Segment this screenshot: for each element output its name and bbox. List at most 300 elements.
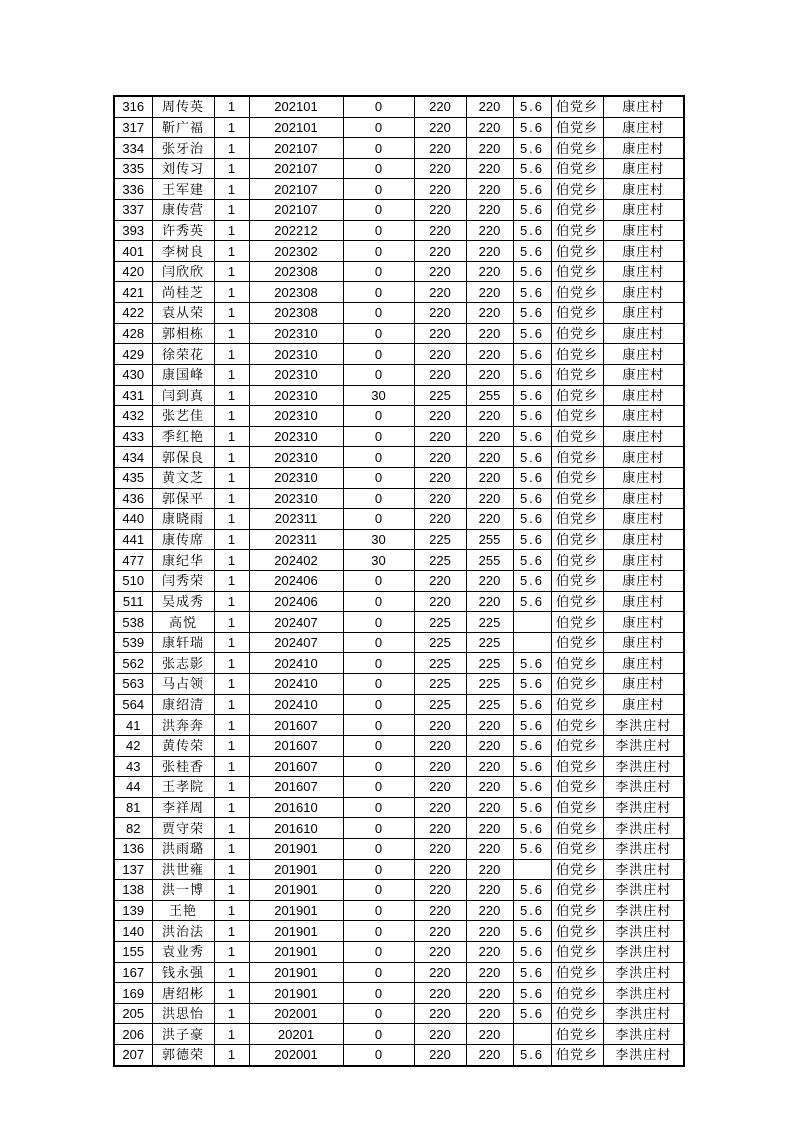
total-amount-cell: 220 (466, 591, 513, 612)
person-count-cell: 1 (214, 612, 249, 633)
person-count-cell: 1 (214, 941, 249, 962)
base-amount-cell: 220 (414, 282, 466, 303)
township-cell: 伯党乡 (551, 200, 603, 221)
start-month-cell: 202212 (249, 220, 343, 241)
base-amount-cell: 220 (414, 323, 466, 344)
adjustment-cell: 0 (343, 838, 414, 859)
rate-cell: 5.6 (513, 591, 551, 612)
start-month-cell: 202001 (249, 1045, 343, 1066)
name-cell: 郭相栋 (152, 323, 214, 344)
township-cell: 伯党乡 (551, 818, 603, 839)
start-month-cell: 201901 (249, 983, 343, 1004)
serial-number-cell: 432 (114, 406, 152, 427)
table-row (114, 880, 684, 901)
total-amount-cell: 225 (466, 632, 513, 653)
base-amount-cell: 220 (414, 447, 466, 468)
village-cell: 康庄村 (603, 426, 684, 447)
name-cell: 靳广福 (152, 117, 214, 138)
start-month-cell: 202407 (249, 632, 343, 653)
table-row (114, 674, 684, 695)
base-amount-cell: 220 (414, 571, 466, 592)
total-amount-cell: 220 (466, 571, 513, 592)
total-amount-cell: 225 (466, 674, 513, 695)
person-count-cell: 1 (214, 880, 249, 901)
person-count-cell: 1 (214, 550, 249, 571)
adjustment-cell: 0 (343, 488, 414, 509)
township-cell: 伯党乡 (551, 880, 603, 901)
table-row (114, 983, 684, 1004)
village-cell: 李洪庄村 (603, 735, 684, 756)
base-amount-cell: 220 (414, 509, 466, 530)
rate-cell: 5.6 (513, 880, 551, 901)
village-cell: 康庄村 (603, 241, 684, 262)
township-cell: 伯党乡 (551, 117, 603, 138)
person-count-cell: 1 (214, 921, 249, 942)
adjustment-cell: 0 (343, 818, 414, 839)
serial-number-cell: 429 (114, 344, 152, 365)
total-amount-cell: 255 (466, 550, 513, 571)
adjustment-cell: 30 (343, 529, 414, 550)
adjustment-cell: 0 (343, 117, 414, 138)
village-cell: 康庄村 (603, 96, 684, 117)
township-cell: 伯党乡 (551, 467, 603, 488)
township-cell: 伯党乡 (551, 447, 603, 468)
village-cell: 康庄村 (603, 323, 684, 344)
total-amount-cell: 220 (466, 303, 513, 324)
base-amount-cell: 220 (414, 1045, 466, 1066)
rate-cell: 5.6 (513, 777, 551, 798)
adjustment-cell: 0 (343, 158, 414, 179)
start-month-cell: 201901 (249, 962, 343, 983)
serial-number-cell: 421 (114, 282, 152, 303)
adjustment-cell: 0 (343, 612, 414, 633)
township-cell: 伯党乡 (551, 983, 603, 1004)
total-amount-cell: 220 (466, 1024, 513, 1045)
person-count-cell: 1 (214, 261, 249, 282)
adjustment-cell: 0 (343, 653, 414, 674)
serial-number-cell: 207 (114, 1045, 152, 1066)
base-amount-cell: 220 (414, 364, 466, 385)
total-amount-cell: 220 (466, 509, 513, 530)
name-cell: 康传营 (152, 200, 214, 221)
person-count-cell: 1 (214, 735, 249, 756)
base-amount-cell: 220 (414, 241, 466, 262)
adjustment-cell: 0 (343, 344, 414, 365)
rate-cell: 5.6 (513, 488, 551, 509)
name-cell: 马占领 (152, 674, 214, 695)
person-count-cell: 1 (214, 426, 249, 447)
total-amount-cell: 220 (466, 241, 513, 262)
start-month-cell: 201610 (249, 797, 343, 818)
start-month-cell: 202410 (249, 653, 343, 674)
village-cell: 康庄村 (603, 632, 684, 653)
adjustment-cell: 0 (343, 797, 414, 818)
total-amount-cell: 220 (466, 880, 513, 901)
base-amount-cell: 220 (414, 962, 466, 983)
rate-cell (513, 632, 551, 653)
rate-cell: 5.6 (513, 200, 551, 221)
township-cell: 伯党乡 (551, 591, 603, 612)
adjustment-cell: 0 (343, 509, 414, 530)
rate-cell: 5.6 (513, 303, 551, 324)
township-cell: 伯党乡 (551, 550, 603, 571)
subsidy-payment-table (113, 95, 685, 1067)
total-amount-cell: 220 (466, 282, 513, 303)
name-cell: 黄文芝 (152, 467, 214, 488)
table-row (114, 550, 684, 571)
adjustment-cell: 0 (343, 241, 414, 262)
total-amount-cell: 220 (466, 179, 513, 200)
rate-cell: 5.6 (513, 241, 551, 262)
table-row (114, 179, 684, 200)
table-row (114, 571, 684, 592)
serial-number-cell: 477 (114, 550, 152, 571)
rate-cell: 5.6 (513, 323, 551, 344)
township-cell: 伯党乡 (551, 612, 603, 633)
total-amount-cell: 220 (466, 426, 513, 447)
table-row (114, 426, 684, 447)
person-count-cell: 1 (214, 653, 249, 674)
base-amount-cell: 220 (414, 859, 466, 880)
serial-number-cell: 206 (114, 1024, 152, 1045)
name-cell: 李祥周 (152, 797, 214, 818)
village-cell: 康庄村 (603, 571, 684, 592)
name-cell: 王孝院 (152, 777, 214, 798)
table-row (114, 529, 684, 550)
serial-number-cell: 316 (114, 96, 152, 117)
start-month-cell: 202308 (249, 303, 343, 324)
rate-cell: 5.6 (513, 921, 551, 942)
village-cell: 康庄村 (603, 406, 684, 427)
start-month-cell: 202107 (249, 158, 343, 179)
village-cell: 康庄村 (603, 261, 684, 282)
name-cell: 袁业秀 (152, 941, 214, 962)
start-month-cell: 202406 (249, 591, 343, 612)
serial-number-cell: 564 (114, 694, 152, 715)
start-month-cell: 202310 (249, 385, 343, 406)
rate-cell: 5.6 (513, 550, 551, 571)
total-amount-cell: 220 (466, 406, 513, 427)
start-month-cell: 202310 (249, 426, 343, 447)
rate-cell: 5.6 (513, 962, 551, 983)
township-cell: 伯党乡 (551, 241, 603, 262)
total-amount-cell: 220 (466, 777, 513, 798)
person-count-cell: 1 (214, 220, 249, 241)
name-cell: 张志影 (152, 653, 214, 674)
table-row (114, 715, 684, 736)
start-month-cell: 202308 (249, 261, 343, 282)
adjustment-cell: 0 (343, 261, 414, 282)
name-cell: 郭德荣 (152, 1045, 214, 1066)
person-count-cell: 1 (214, 509, 249, 530)
person-count-cell: 1 (214, 385, 249, 406)
rate-cell: 5.6 (513, 385, 551, 406)
total-amount-cell: 220 (466, 447, 513, 468)
name-cell: 王军建 (152, 179, 214, 200)
village-cell: 李洪庄村 (603, 962, 684, 983)
serial-number-cell: 420 (114, 261, 152, 282)
township-cell: 伯党乡 (551, 962, 603, 983)
start-month-cell: 202410 (249, 674, 343, 695)
start-month-cell: 202407 (249, 612, 343, 633)
base-amount-cell: 225 (414, 550, 466, 571)
person-count-cell: 1 (214, 1045, 249, 1066)
total-amount-cell: 220 (466, 220, 513, 241)
name-cell: 徐荣花 (152, 344, 214, 365)
adjustment-cell: 0 (343, 632, 414, 653)
person-count-cell: 1 (214, 674, 249, 695)
person-count-cell: 1 (214, 632, 249, 653)
village-cell: 康庄村 (603, 674, 684, 695)
name-cell: 康轩瑞 (152, 632, 214, 653)
village-cell: 李洪庄村 (603, 941, 684, 962)
base-amount-cell: 220 (414, 158, 466, 179)
person-count-cell: 1 (214, 962, 249, 983)
table-row (114, 797, 684, 818)
township-cell: 伯党乡 (551, 777, 603, 798)
serial-number-cell: 401 (114, 241, 152, 262)
adjustment-cell: 0 (343, 1024, 414, 1045)
name-cell: 季红艳 (152, 426, 214, 447)
rate-cell: 5.6 (513, 96, 551, 117)
person-count-cell: 1 (214, 344, 249, 365)
adjustment-cell: 30 (343, 550, 414, 571)
name-cell: 刘传习 (152, 158, 214, 179)
start-month-cell: 20201 (249, 1024, 343, 1045)
base-amount-cell: 220 (414, 406, 466, 427)
rate-cell: 5.6 (513, 158, 551, 179)
name-cell: 洪奔奔 (152, 715, 214, 736)
township-cell: 伯党乡 (551, 529, 603, 550)
serial-number-cell: 335 (114, 158, 152, 179)
table-row (114, 323, 684, 344)
base-amount-cell: 220 (414, 735, 466, 756)
name-cell: 洪思怡 (152, 1003, 214, 1024)
rate-cell: 5.6 (513, 694, 551, 715)
adjustment-cell: 0 (343, 983, 414, 1004)
person-count-cell: 1 (214, 777, 249, 798)
total-amount-cell: 225 (466, 653, 513, 674)
adjustment-cell: 0 (343, 859, 414, 880)
start-month-cell: 201901 (249, 900, 343, 921)
serial-number-cell: 511 (114, 591, 152, 612)
adjustment-cell: 0 (343, 735, 414, 756)
start-month-cell: 202107 (249, 179, 343, 200)
serial-number-cell: 167 (114, 962, 152, 983)
adjustment-cell: 0 (343, 694, 414, 715)
total-amount-cell: 220 (466, 962, 513, 983)
start-month-cell: 202101 (249, 96, 343, 117)
rate-cell: 5.6 (513, 426, 551, 447)
total-amount-cell: 220 (466, 1003, 513, 1024)
rate-cell: 5.6 (513, 838, 551, 859)
person-count-cell: 1 (214, 364, 249, 385)
person-count-cell: 1 (214, 282, 249, 303)
table-row (114, 1003, 684, 1024)
serial-number-cell: 562 (114, 653, 152, 674)
serial-number-cell: 436 (114, 488, 152, 509)
township-cell: 伯党乡 (551, 1003, 603, 1024)
rate-cell: 5.6 (513, 941, 551, 962)
base-amount-cell: 220 (414, 777, 466, 798)
person-count-cell: 1 (214, 983, 249, 1004)
adjustment-cell: 0 (343, 571, 414, 592)
table-row (114, 859, 684, 880)
total-amount-cell: 220 (466, 96, 513, 117)
start-month-cell: 202406 (249, 571, 343, 592)
serial-number-cell: 337 (114, 200, 152, 221)
village-cell: 康庄村 (603, 344, 684, 365)
rate-cell (513, 612, 551, 633)
serial-number-cell: 539 (114, 632, 152, 653)
township-cell: 伯党乡 (551, 138, 603, 159)
person-count-cell: 1 (214, 138, 249, 159)
adjustment-cell: 0 (343, 179, 414, 200)
township-cell: 伯党乡 (551, 756, 603, 777)
total-amount-cell: 220 (466, 983, 513, 1004)
rate-cell: 5.6 (513, 571, 551, 592)
rate-cell: 5.6 (513, 797, 551, 818)
rate-cell: 5.6 (513, 220, 551, 241)
name-cell: 高悦 (152, 612, 214, 633)
village-cell: 康庄村 (603, 303, 684, 324)
rate-cell: 5.6 (513, 818, 551, 839)
start-month-cell: 202302 (249, 241, 343, 262)
adjustment-cell: 0 (343, 941, 414, 962)
village-cell: 康庄村 (603, 158, 684, 179)
person-count-cell: 1 (214, 591, 249, 612)
village-cell: 李洪庄村 (603, 900, 684, 921)
total-amount-cell: 220 (466, 735, 513, 756)
township-cell: 伯党乡 (551, 364, 603, 385)
village-cell: 康庄村 (603, 200, 684, 221)
table-row (114, 447, 684, 468)
township-cell: 伯党乡 (551, 735, 603, 756)
name-cell: 康纪华 (152, 550, 214, 571)
person-count-cell: 1 (214, 571, 249, 592)
village-cell: 李洪庄村 (603, 715, 684, 736)
total-amount-cell: 220 (466, 364, 513, 385)
total-amount-cell: 220 (466, 467, 513, 488)
total-amount-cell: 220 (466, 921, 513, 942)
rate-cell: 5.6 (513, 509, 551, 530)
person-count-cell: 1 (214, 117, 249, 138)
village-cell: 李洪庄村 (603, 777, 684, 798)
village-cell: 康庄村 (603, 138, 684, 159)
township-cell: 伯党乡 (551, 385, 603, 406)
table-row (114, 241, 684, 262)
total-amount-cell: 225 (466, 612, 513, 633)
total-amount-cell: 255 (466, 385, 513, 406)
name-cell: 尚桂芝 (152, 282, 214, 303)
person-count-cell: 1 (214, 406, 249, 427)
name-cell: 闫欣欣 (152, 261, 214, 282)
person-count-cell: 1 (214, 900, 249, 921)
adjustment-cell: 0 (343, 1045, 414, 1066)
table-row (114, 777, 684, 798)
township-cell: 伯党乡 (551, 632, 603, 653)
table-row (114, 591, 684, 612)
base-amount-cell: 220 (414, 200, 466, 221)
village-cell: 李洪庄村 (603, 880, 684, 901)
serial-number-cell: 430 (114, 364, 152, 385)
township-cell: 伯党乡 (551, 859, 603, 880)
township-cell: 伯党乡 (551, 96, 603, 117)
serial-number-cell: 82 (114, 818, 152, 839)
base-amount-cell: 220 (414, 756, 466, 777)
table-row (114, 488, 684, 509)
base-amount-cell: 220 (414, 921, 466, 942)
rate-cell: 5.6 (513, 653, 551, 674)
rate-cell: 5.6 (513, 447, 551, 468)
start-month-cell: 202310 (249, 344, 343, 365)
adjustment-cell: 0 (343, 282, 414, 303)
serial-number-cell: 41 (114, 715, 152, 736)
rate-cell: 5.6 (513, 900, 551, 921)
name-cell: 洪世雍 (152, 859, 214, 880)
serial-number-cell: 435 (114, 467, 152, 488)
adjustment-cell: 0 (343, 777, 414, 798)
rate-cell: 5.6 (513, 364, 551, 385)
serial-number-cell: 205 (114, 1003, 152, 1024)
adjustment-cell: 0 (343, 591, 414, 612)
person-count-cell: 1 (214, 818, 249, 839)
township-cell: 伯党乡 (551, 674, 603, 695)
township-cell: 伯党乡 (551, 921, 603, 942)
township-cell: 伯党乡 (551, 715, 603, 736)
township-cell: 伯党乡 (551, 1024, 603, 1045)
township-cell: 伯党乡 (551, 303, 603, 324)
rate-cell: 5.6 (513, 715, 551, 736)
total-amount-cell: 220 (466, 797, 513, 818)
total-amount-cell: 220 (466, 900, 513, 921)
name-cell: 张艺佳 (152, 406, 214, 427)
rate-cell: 5.6 (513, 529, 551, 550)
table-row (114, 158, 684, 179)
name-cell: 黄传荣 (152, 735, 214, 756)
person-count-cell: 1 (214, 303, 249, 324)
base-amount-cell: 220 (414, 426, 466, 447)
table-row (114, 1045, 684, 1066)
start-month-cell: 202107 (249, 200, 343, 221)
village-cell: 李洪庄村 (603, 838, 684, 859)
person-count-cell: 1 (214, 715, 249, 736)
name-cell: 康国峰 (152, 364, 214, 385)
adjustment-cell: 0 (343, 364, 414, 385)
start-month-cell: 202311 (249, 529, 343, 550)
table-row (114, 941, 684, 962)
name-cell: 洪雨璐 (152, 838, 214, 859)
rate-cell (513, 859, 551, 880)
serial-number-cell: 334 (114, 138, 152, 159)
name-cell: 李树良 (152, 241, 214, 262)
village-cell: 李洪庄村 (603, 818, 684, 839)
total-amount-cell: 220 (466, 756, 513, 777)
village-cell: 康庄村 (603, 447, 684, 468)
start-month-cell: 202310 (249, 488, 343, 509)
start-month-cell: 202410 (249, 694, 343, 715)
total-amount-cell: 220 (466, 941, 513, 962)
village-cell: 康庄村 (603, 509, 684, 530)
adjustment-cell: 0 (343, 447, 414, 468)
village-cell: 李洪庄村 (603, 1045, 684, 1066)
table-row (114, 406, 684, 427)
start-month-cell: 201901 (249, 859, 343, 880)
person-count-cell: 1 (214, 447, 249, 468)
start-month-cell: 201901 (249, 921, 343, 942)
base-amount-cell: 220 (414, 220, 466, 241)
adjustment-cell: 0 (343, 921, 414, 942)
